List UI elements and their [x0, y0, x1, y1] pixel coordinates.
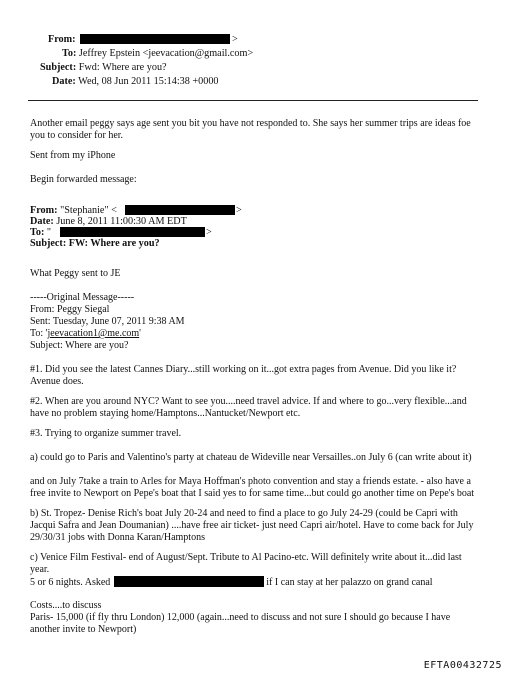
bates-number: EFTA00432725	[423, 660, 502, 671]
fwd-from-tail: >	[236, 205, 242, 216]
to-row	[62, 48, 253, 60]
orig-to-suffix: '	[139, 328, 141, 339]
original-message-divider: -----Original Message-----	[30, 292, 135, 303]
what-peggy-sent: What Peggy sent to JE	[30, 268, 121, 279]
fwd-from-label: From:	[30, 205, 58, 216]
item-b-paragraph: b) St. Tropez- Denise Rich's boat July 20-24 and need to find a place to go July 24-29 (could be Capri with Jacqui Safra and Jean Doumanian) ....have free air ticket- just need Capri air/hotel. Have to come back for July 29/30/31 jobs with Donna Karan/Hamptons	[30, 508, 474, 543]
paris-paragraph: Paris- 15,000 (if fly thru London) 12,000 (again...need to discuss and not sure I should go because I have another invite to Newport)	[30, 612, 451, 635]
fwd-to-label: To:	[30, 227, 45, 238]
to-value: Jeffrey Epstein <jeevacation@gmail.com>	[78, 48, 254, 59]
costs-line: Costs....to discuss	[30, 600, 102, 611]
item-3-paragraph: #3. Trying to organize summer travel.	[30, 428, 182, 439]
fwd-subject-value: FW: Where are you?	[68, 238, 160, 249]
from-tail: >	[232, 34, 238, 45]
redaction-bar	[60, 227, 205, 237]
item-a2-paragraph: and on July 7take a train to Arles for Maya Hoffman's photo convention and stay a friends estate. - also have a free invite to Newport on Pepe's boat that I said yes to for same time...but could go another time on Pepe's boat	[30, 476, 475, 499]
redaction-bar	[114, 576, 264, 587]
redaction-bar	[80, 34, 230, 44]
subject-label: Subject:	[40, 62, 77, 73]
orig-from: From: Peggy Siegal	[30, 304, 110, 315]
intro-paragraph: Another email peggy says age sent you bit you have not responded to. She says her summer trips are ideas foe you to consider for her.	[30, 118, 471, 141]
orig-to	[30, 328, 482, 340]
item-2-paragraph: #2. When are you around NYC? Want to see you....need travel advice. If and where to go...very flexible...and have no problem staying home/Hamptons...Nantucket/Newport etc.	[30, 396, 467, 419]
from-row	[48, 34, 76, 46]
orig-to-email-link[interactable]: jeevacation1@me.com	[47, 328, 140, 339]
item-1-paragraph: #1. Did you see the latest Cannes Diary...still working on it...got extra pages from Avenue. Did you like it? Avenue does.	[30, 364, 457, 387]
date-row	[52, 76, 219, 88]
header-divider	[28, 100, 478, 101]
redaction-bar	[125, 205, 235, 215]
from-label: From:	[48, 34, 76, 45]
to-label: To:	[62, 48, 77, 59]
subject-row	[40, 62, 167, 74]
fwd-from-value: "Stephanie" <	[60, 205, 117, 216]
orig-sent: Sent: Tuesday, June 07, 2011 9:38 AM	[30, 316, 185, 327]
fwd-subject-row	[30, 238, 160, 250]
fwd-to-tail: >	[206, 227, 212, 238]
orig-to-prefix: To: '	[30, 328, 48, 339]
fwd-date-value: June 8, 2011 11:00:30 AM EDT	[56, 216, 187, 227]
item-a-paragraph: a) could go to Paris and Valentino's party at chateau de Wideville near Versailles..on July 6 (can write about it)	[30, 452, 472, 463]
item-c-paragraph: c) Venice Film Festival- end of August/Sept. Tribute to Al Pacino-etc. Will definitely write about it...did last year.	[30, 552, 462, 575]
fwd-subject-label: Subject:	[30, 238, 67, 249]
date-value: Wed, 08 Jun 2011 15:14:38 +0000	[78, 76, 219, 87]
fwd-to-value: "	[46, 227, 52, 238]
sent-from-line: Sent from my iPhone	[30, 150, 116, 161]
item-c2-start: 5 or 6 nights. Asked	[30, 577, 111, 588]
date-label: Date:	[52, 76, 76, 87]
item-c2-end: if I can stay at her palazzo on grand canal	[266, 577, 433, 588]
subject-value: Fwd: Where are you?	[78, 62, 167, 73]
fwd-date-label: Date:	[30, 216, 54, 227]
orig-subject: Subject: Where are you?	[30, 340, 129, 351]
begin-forwarded-line: Begin forwarded message:	[30, 174, 137, 185]
item-c2-paragraph	[30, 576, 482, 589]
